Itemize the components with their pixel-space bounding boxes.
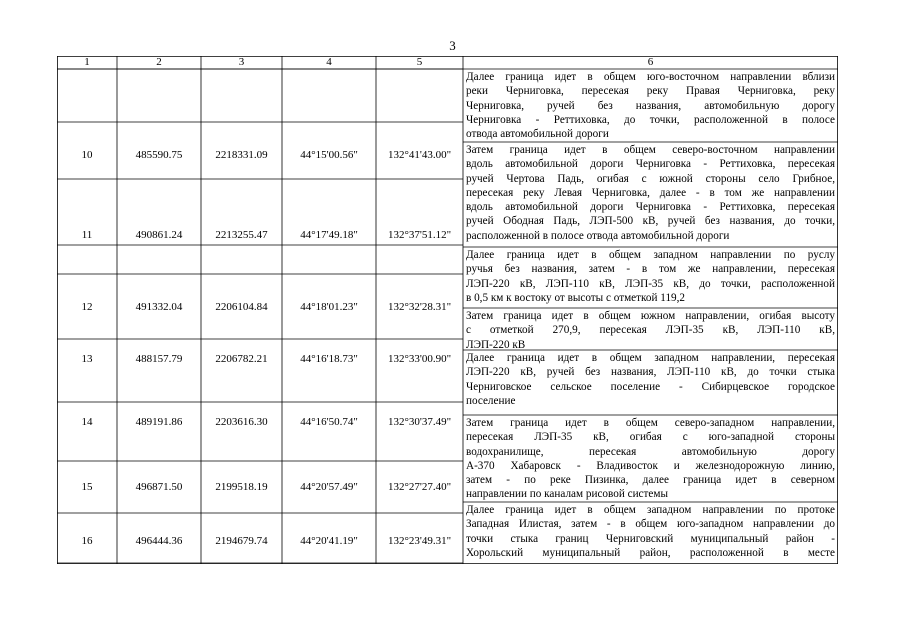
description-line: Черниговское сельское поселение - Сибирцевское городское bbox=[466, 380, 835, 393]
description-line: Затем граница идет в общем северо-западном направлении, bbox=[466, 417, 835, 429]
boundary-description bbox=[466, 309, 835, 352]
description-line: водохранилище, пересекая автомобильную дорогу bbox=[466, 445, 835, 458]
coord-x-cell: 489191.86 bbox=[135, 416, 183, 428]
description-line: А-370 Хабаровск - Владивосток и железнодорожную линию, bbox=[466, 459, 835, 472]
description-line: ручей Чертова Падь, огибая с южной стороны село Грибное, bbox=[466, 172, 835, 185]
longitude-cell: 132°37'51.12" bbox=[387, 229, 452, 241]
longitude-cell: 132°32'28.31" bbox=[387, 301, 452, 313]
latitude-cell: 44°20'57.49" bbox=[300, 481, 358, 493]
boundary-description bbox=[466, 503, 835, 560]
description-line: ручей Ободная Падь, ЛЭП-500 кВ, ручей без названия, до точки, bbox=[466, 215, 835, 228]
header-col-3: 3 bbox=[238, 56, 245, 68]
description-line: Хорольский муниципальный район, расположенной в месте bbox=[466, 546, 835, 559]
description-line: ЛЭП-220 кВ, ЛЭП-110 кВ, ЛЭП-35 кВ, до точки, расположенной bbox=[466, 277, 835, 290]
longitude-cell: 132°33'00.90" bbox=[387, 353, 452, 365]
header-col-2: 2 bbox=[156, 56, 162, 68]
coord-y-cell: 2213255.47 bbox=[215, 229, 268, 241]
boundary-table bbox=[57, 56, 838, 564]
point-number-cell: 10 bbox=[81, 149, 93, 161]
description-line: ЛЭП-220 кВ, ручей без названия, ЛЭП-110 кВ, до точки стыка bbox=[466, 366, 835, 379]
description-line: реки Черниговка, пересекая реку Правая Черниговка, реку bbox=[466, 85, 835, 98]
description-line: Далее граница идет в общем западном направлении, пересекая bbox=[466, 352, 835, 364]
header-col-6: 6 bbox=[647, 56, 654, 68]
description-line: Затем граница идет в общем северо-восточном направлении bbox=[466, 144, 835, 156]
coord-y-cell: 2218331.09 bbox=[215, 149, 268, 161]
description-line: вдоль автомобильной дороги Черниговка - Реттиховка, пересекая bbox=[466, 201, 835, 214]
coord-x-cell: 496444.36 bbox=[135, 535, 183, 547]
description-line: Далее граница идет в общем западном направлении по руслу bbox=[466, 249, 835, 261]
description-line: Далее граница идет в общем западном направлении по протоке bbox=[466, 504, 835, 516]
latitude-cell: 44°20'41.19" bbox=[300, 535, 358, 547]
coord-y-cell: 2194679.74 bbox=[215, 535, 268, 547]
header-col-1: 1 bbox=[84, 56, 90, 68]
coord-y-cell: 2199518.19 bbox=[215, 481, 268, 493]
description-line: направлении по каналам рисовой системы bbox=[466, 488, 668, 501]
coord-x-cell: 496871.50 bbox=[135, 481, 183, 493]
description-line: Черниговка, ручей без названия, автомобильную дорогу bbox=[466, 99, 835, 112]
description-line: вдоль автомобильной дороги Черниговка - Реттиховка, пересекая bbox=[466, 158, 835, 171]
description-line: с отметкой 270,9, пересекая ЛЭП-35 кВ, ЛЭП-110 кВ, bbox=[466, 324, 835, 337]
coord-y-cell: 2206104.84 bbox=[215, 301, 268, 313]
point-number-cell: 14 bbox=[81, 416, 93, 428]
longitude-cell: 132°27'27.40" bbox=[387, 481, 452, 493]
description-line: Затем граница идет в общем южном направлении, огибая высоту bbox=[466, 310, 835, 322]
boundary-description bbox=[466, 248, 835, 305]
description-line: ЛЭП-220 кВ bbox=[466, 338, 526, 351]
description-line: Далее граница идет в общем юго-восточном направлении вблизи bbox=[466, 71, 835, 83]
coord-x-cell: 490861.24 bbox=[135, 229, 183, 241]
description-line: Черниговка - Реттиховка, до точки, расположенной в полосе bbox=[466, 113, 835, 126]
boundary-description bbox=[466, 143, 835, 243]
coord-x-cell: 485590.75 bbox=[135, 149, 183, 161]
description-line: отвода автомобильной дороги bbox=[466, 128, 609, 141]
point-number-cell: 16 bbox=[81, 535, 93, 547]
latitude-cell: 44°17'49.18" bbox=[300, 229, 358, 241]
description-line: Западная Илистая, затем - в общем юго-западном направлении до bbox=[466, 518, 835, 531]
header-col-5: 5 bbox=[416, 56, 423, 68]
coord-x-cell: 488157.79 bbox=[135, 353, 183, 365]
longitude-cell: 132°23'49.31" bbox=[387, 535, 452, 547]
coord-x-cell: 491332.04 bbox=[135, 301, 183, 313]
latitude-cell: 44°18'01.23" bbox=[300, 301, 358, 313]
description-line: ручья без названия, затем - в том же направлении, пересекая bbox=[466, 263, 835, 276]
longitude-cell: 132°41'43.00" bbox=[387, 149, 452, 161]
description-line: расположенной в полосе отвода автомобильной дороги bbox=[466, 229, 730, 242]
description-line: поселение bbox=[466, 394, 516, 407]
description-line: пересекая ЛЭП-35 кВ, огибая с юго-западной стороны bbox=[466, 431, 835, 444]
coord-y-cell: 2203616.30 bbox=[215, 416, 268, 428]
point-number-cell: 12 bbox=[81, 301, 93, 313]
point-number-cell: 15 bbox=[81, 481, 93, 493]
coord-y-cell: 2206782.21 bbox=[215, 353, 268, 365]
point-number-cell: 13 bbox=[81, 353, 93, 365]
boundary-description bbox=[466, 351, 835, 408]
boundary-description bbox=[466, 70, 835, 141]
latitude-cell: 44°16'18.73" bbox=[300, 353, 358, 365]
boundary-description bbox=[466, 416, 835, 502]
description-line: затем - по реке Пизинка, далее граница идет в северном bbox=[466, 474, 835, 487]
latitude-cell: 44°15'00.56" bbox=[300, 149, 358, 161]
longitude-cell: 132°30'37.49" bbox=[387, 416, 452, 428]
header-col-4: 4 bbox=[326, 56, 332, 68]
description-line: пересекая реку Левая Черниговка, далее - в том же направлении bbox=[466, 186, 835, 199]
description-line: в 0,5 км к востоку от высоты с отметкой 119,2 bbox=[466, 291, 686, 304]
latitude-cell: 44°16'50.74" bbox=[300, 416, 358, 428]
description-line: точки стыка границ Черниговский муниципальный район - bbox=[466, 532, 835, 545]
point-number-cell: 11 bbox=[81, 229, 93, 241]
page-number: 3 bbox=[449, 38, 456, 53]
